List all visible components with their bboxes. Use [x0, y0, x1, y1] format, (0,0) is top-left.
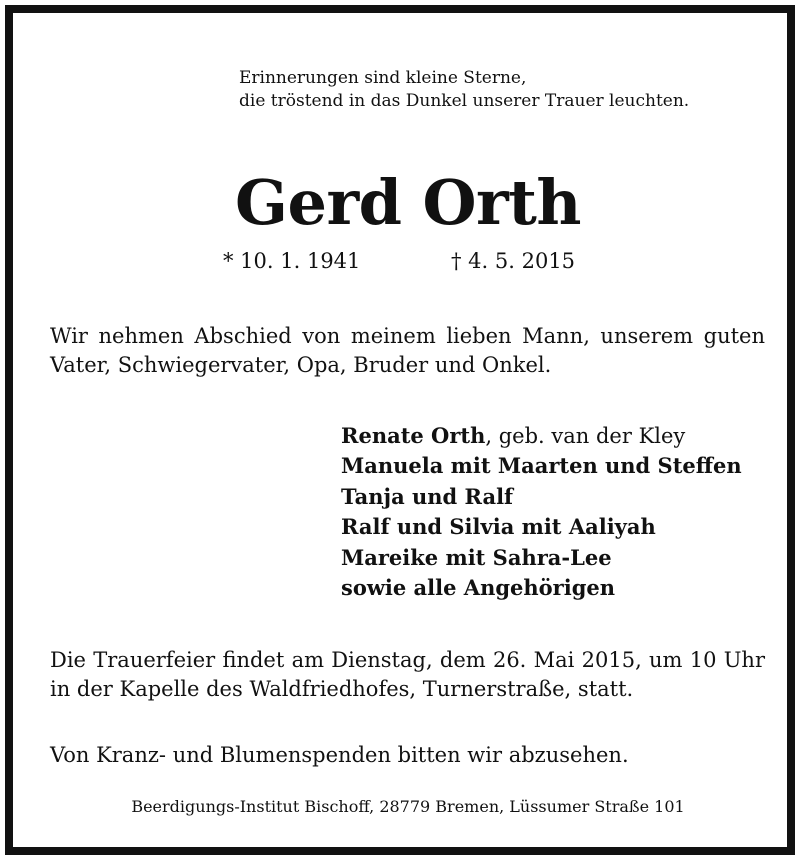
- motto-line-1: Erinnerungen sind kleine Sterne,: [239, 68, 527, 88]
- deceased-name: Gerd Orth: [235, 166, 581, 239]
- family-first-suffix: , geb. van der Kley: [485, 424, 686, 448]
- family-line: Manuela mit Maarten und Steffen: [341, 453, 742, 479]
- family-first-name: Renate Orth: [341, 423, 486, 448]
- family-line: sowie alle Angehörigen: [341, 575, 616, 601]
- birth-date: * 10. 1. 1941: [223, 249, 361, 273]
- family-line: Mareike mit Sahra-Lee: [341, 544, 612, 570]
- farewell-text: Wir nehmen Abschied von meinem lieben Mann, unserem guten Vater, Schwiegervater, Opa, Bruder und Onkel.: [50, 324, 765, 377]
- funeral-home-footer: Beerdigungs-Institut Bischoff, 28779 Bremen, Lüssumer Straße 101: [131, 797, 685, 816]
- flowers-text: Von Kranz- und Blumenspenden bitten wir abzusehen.: [50, 743, 629, 767]
- ceremony-text: Die Trauerfeier findet am Dienstag, dem 26. Mai 2015, um 10 Uhr in der Kapelle des Waldfriedhofes, Turnerstraße, statt.: [50, 648, 765, 701]
- motto-quote: [239, 67, 689, 113]
- family-list: [341, 421, 742, 603]
- family-line-first: [341, 421, 742, 451]
- death-date: † 4. 5. 2015: [451, 249, 576, 273]
- obituary-frame: [5, 5, 795, 855]
- motto-line-2: die tröstend in das Dunkel unserer Trauer leuchten.: [239, 91, 690, 111]
- family-line: Tanja und Ralf: [341, 483, 514, 509]
- family-line: Ralf und Silvia mit Aaliyah: [341, 514, 656, 540]
